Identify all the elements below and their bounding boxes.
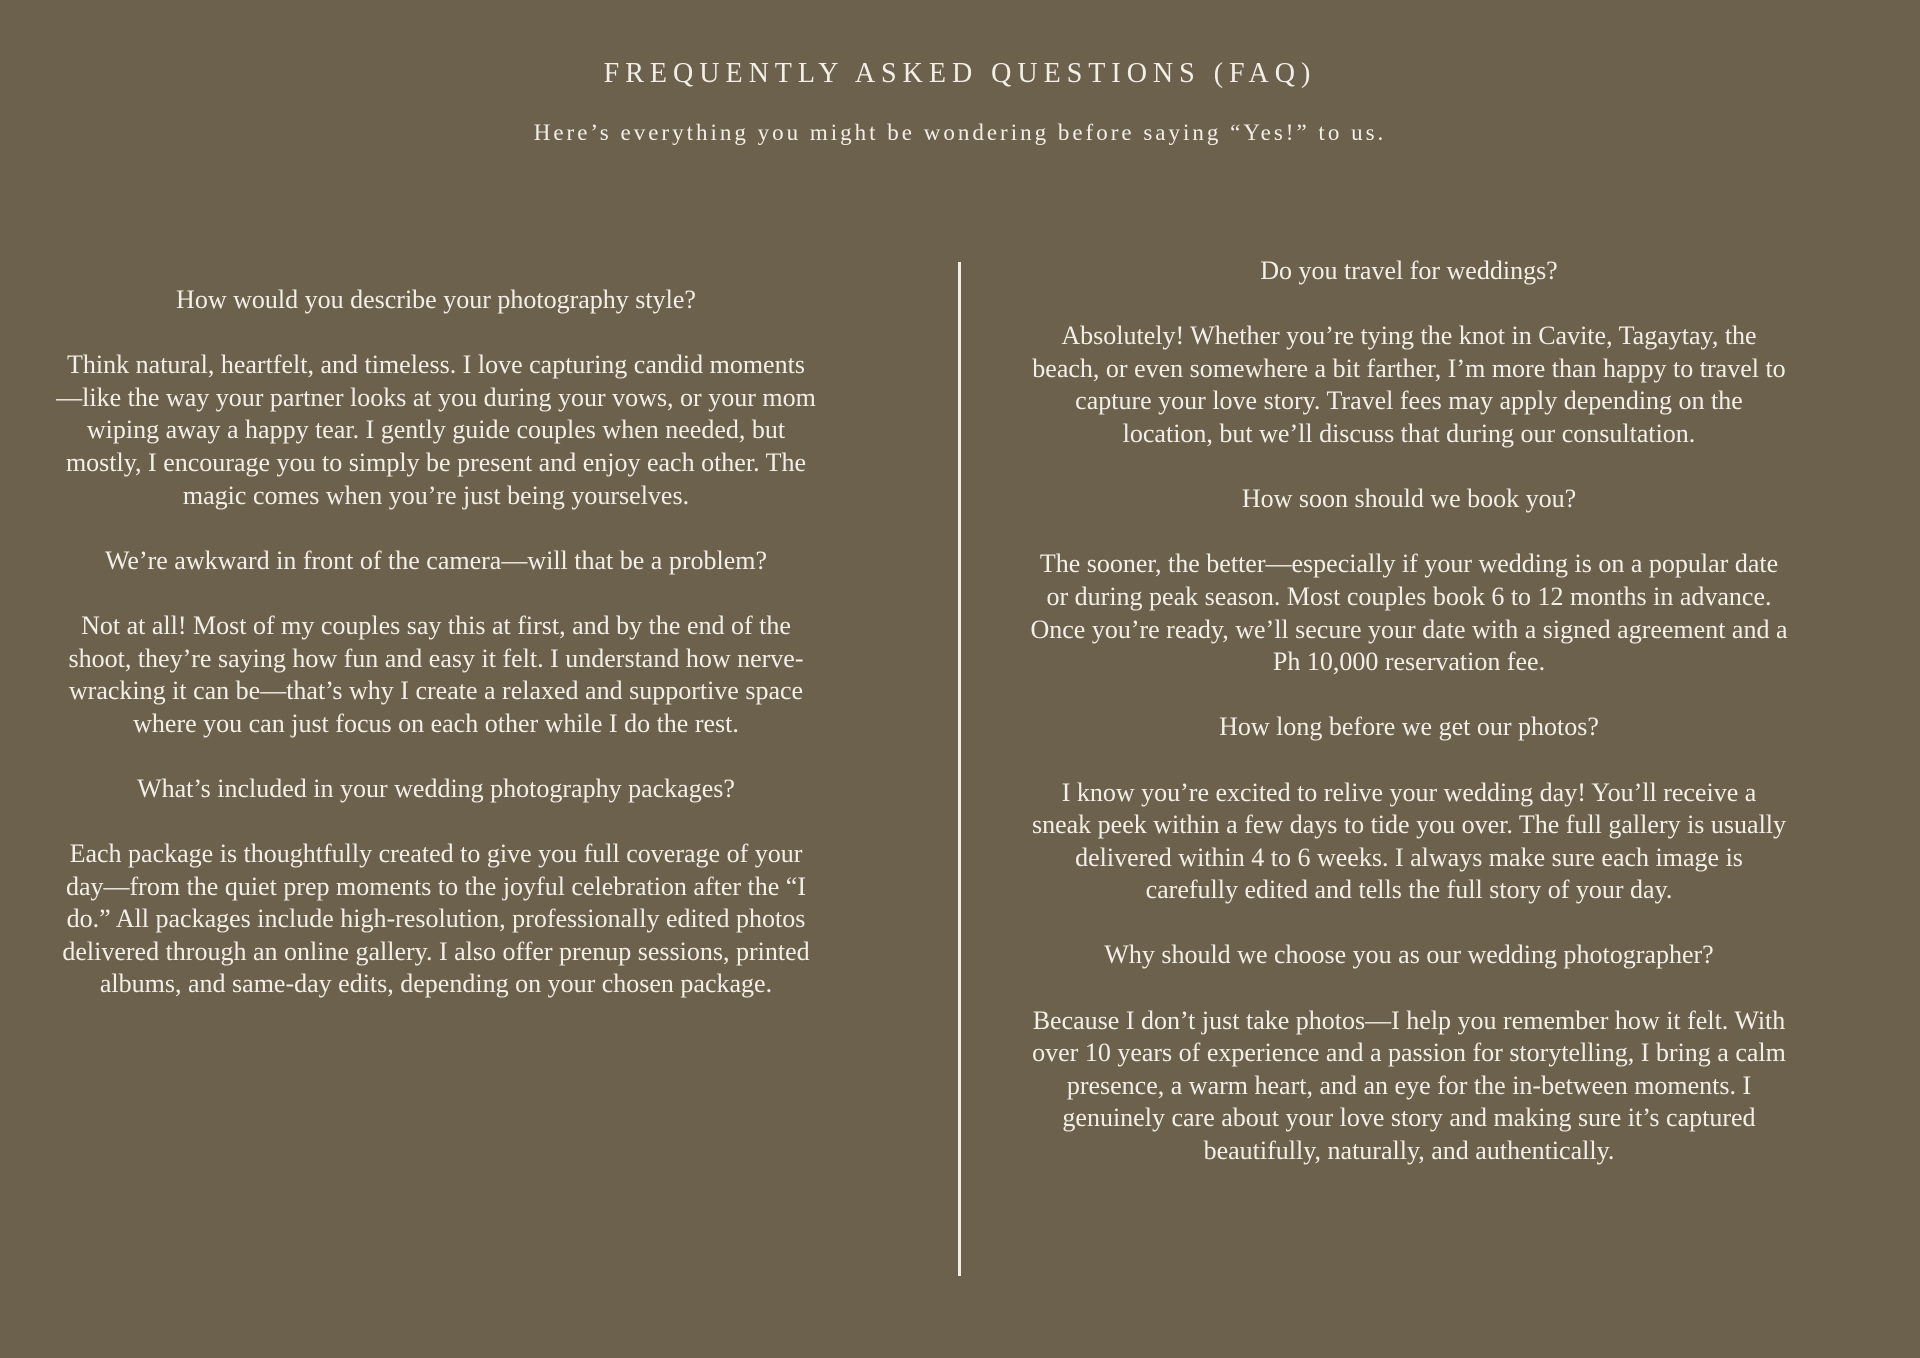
faq-answer: Absolutely! Whether you’re tying the knot in Cavite, Tagaytay, the beach, or even somewhere a bit farther, I’m more than happy to travel to capture your love story. Travel fees may apply depending on the location, but we’ll discuss that during our consultation. [1032,321,1786,448]
faq-question: How soon should we book you? [1241,484,1577,514]
page-title: FREQUENTLY ASKED QUESTIONS (FAQ) [603,58,1317,89]
faq-item [56,284,816,512]
page-header [0,58,1920,146]
faq-answer: I know you’re excited to relive your wedding day! You’ll receive a sneak peek within a few days to tide you over. The full gallery is usually delivered within 4 to 6 weeks. I always make sure each image is carefully edited and tells the full story of your day. [1031,777,1787,905]
faq-answer: Think natural, heartfelt, and timeless. I love capturing candid moments—like the way your partner looks at you during your vows, or your mom wiping away a happy tear. I gently guide couples when needed, but mostly, I encourage you to simply be present and enjoy each other. The magic comes when you’re just being yourselves. [56,350,816,510]
faq-question: Do you travel for weddings? [1260,256,1558,285]
faq-column-left [56,284,816,1034]
faq-item [56,545,816,741]
faq-item [56,773,816,1001]
faq-answer: Because I don’t just take photos—I help you remember how it felt. With over 10 years of experience and a passion for storytelling, I bring a calm presence, a warm heart, and an eye for the in-between moments. I genuinely care about your love story and making sure it’s captured beautifully, naturally, and authentically. [1032,1005,1786,1166]
faq-item [1029,939,1789,1167]
faq-answer: Each package is thoughtfully created to give you full coverage of your day—from the quiet prep moments to the joyful celebration after the “I do.” All packages include high-resolution, professionally edited photos delivered through an online gallery. I also offer prenup sessions, printed albums, and same-day edits, depending on your chosen package. [62,839,810,999]
faq-question: What’s included in your wedding photography packages? [137,773,735,803]
faq-question: Why should we choose you as our wedding photographer? [1104,940,1714,970]
faq-question: We’re awkward in front of the camera—will that be a problem? [104,545,768,575]
faq-item [1029,255,1789,451]
faq-item [1029,483,1789,679]
page-subtitle: Here’s everything you might be wondering before saying “Yes!” to us. [533,120,1387,145]
faq-item [1029,711,1789,907]
faq-question: How long before we get our photos? [1219,712,1599,742]
faq-column-right [1029,255,1789,1200]
column-divider [958,262,961,1276]
faq-answer: Not at all! Most of my couples say this at first, and by the end of the shoot, they’re saying how fun and easy it felt. I understand how nerve-wracking it can be—that’s why I create a relaxed and supportive space where you can just focus on each other while I do the rest. [68,610,804,738]
faq-question: How would you describe your photography style? [176,285,696,314]
faq-answer: The sooner, the better—especially if your wedding is on a popular date or during peak season. Most couples book 6 to 12 months in advance. Once you’re ready, we’ll secure your date with a signed agreement and a Ph 10,000 reservation fee. [1030,549,1788,677]
